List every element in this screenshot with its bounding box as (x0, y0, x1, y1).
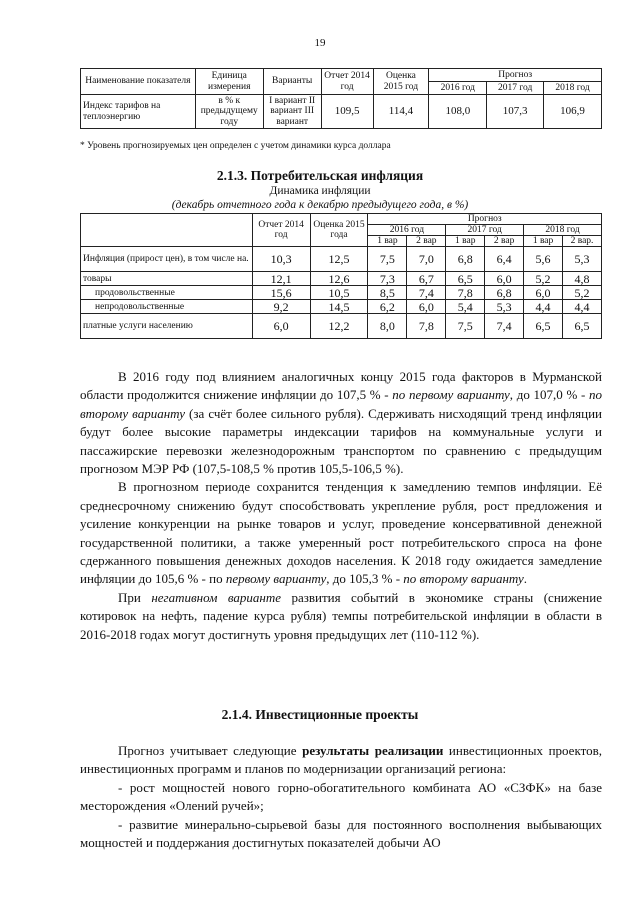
t2-cell: 6,8 (485, 286, 524, 300)
t2-header-2016-v1: 1 вар (368, 236, 407, 247)
t1-header-report: Отчет 2014 год (321, 69, 373, 95)
text-span-italic: негативном варианте (151, 589, 282, 605)
t1-cell-variants: I вариант II вариант III вариант (263, 95, 321, 129)
t2-cell: 12,6 (310, 272, 368, 286)
t2-cell: 5,4 (446, 300, 485, 314)
t2-row-label: Инфляция (прирост цен), в том числе на. (81, 247, 253, 272)
t2-header-2017-v1: 1 вар (446, 236, 485, 247)
t2-cell: 5,2 (563, 286, 602, 300)
t2-cell: 5,3 (563, 247, 602, 272)
text-span: Прогноз учитывает следующие (118, 743, 303, 758)
list-item: - рост мощностей нового горно-обогатительного комбината АО «СЗФК» на базе месторождения «Олений ручей»; (80, 779, 602, 814)
t2-cell: 6,8 (446, 247, 485, 272)
t1-header-2017: 2017 год (487, 82, 544, 95)
t2-header-2017-v2: 2 вар (485, 236, 524, 247)
t2-cell: 14,5 (310, 300, 368, 314)
t2-cell: 7,8 (407, 314, 446, 339)
t2-cell: 12,2 (310, 314, 368, 339)
text-span: развития событий в экономике страны (снижение котировок на нефть, падение курса рубля) темпы потребительской инфляции в области в 2016-2018 годах могут достигнуть уровня предыдущих лет (110-112 %). (80, 589, 602, 642)
t2-cell: 15,6 (252, 286, 310, 300)
inflation-body (80, 368, 602, 644)
t2-cell: 6,5 (524, 314, 563, 339)
t2-cell: 12,1 (252, 272, 310, 286)
t2-header-estimate: Оценка 2015 года (310, 214, 368, 247)
text-span: . (523, 571, 527, 587)
t1-cell-2018: 106,9 (544, 95, 602, 129)
t1-header-forecast: Прогноз (429, 69, 602, 82)
t2-cell: 7,4 (407, 286, 446, 300)
t1-cell-unit: в % к предыдущему году (195, 95, 263, 129)
t1-header-estimate: Оценка 2015 год (373, 69, 429, 95)
t2-cell: 6,0 (524, 286, 563, 300)
t2-cell: 6,7 (407, 272, 446, 286)
table-row (81, 286, 602, 300)
t2-cell: 6,2 (368, 300, 407, 314)
table-row (81, 300, 602, 314)
t2-cell: 7,5 (368, 247, 407, 272)
t2-cell: 4,4 (563, 300, 602, 314)
inflation-table (80, 213, 602, 339)
t2-cell: 6,0 (407, 300, 446, 314)
table-row (81, 272, 602, 286)
t2-header-report: Отчет 2014 год (252, 214, 310, 247)
t2-cell: 4,4 (524, 300, 563, 314)
text-span: инвестиционных проектов, инвестиционных программ и планов по модернизации организаций региона: (80, 743, 602, 777)
t2-cell: 12,5 (310, 247, 368, 272)
t2-header-2018-v2: 2 вар. (563, 236, 602, 247)
t2-header-2017: 2017 год (446, 225, 524, 236)
t2-header-2018-v1: 1 вар (524, 236, 563, 247)
t1-header-2018: 2018 год (544, 82, 602, 95)
paragraph (80, 589, 602, 644)
section-title-inflation: 2.1.3. Потребительская инфляция (216, 168, 424, 183)
t1-cell-indicator: Индекс тарифов на теплоэнергию (81, 95, 196, 129)
text-span-italic: первому варианту (225, 571, 327, 587)
t1-header-indicator: Наименование показателя (81, 69, 196, 95)
t2-cell: 10,3 (252, 247, 310, 272)
t2-cell: 7,3 (368, 272, 407, 286)
t2-cell: 7,8 (446, 286, 485, 300)
t2-row-label: платные услуги населению (81, 314, 253, 339)
page-number: 19 (314, 37, 326, 49)
inflation-subtitle: Динамика инфляции (269, 185, 371, 197)
footnote: * Уровень прогнозируемых цен определен с учетом динамики курса доллара (80, 141, 391, 151)
t2-header-2018: 2018 год (524, 225, 602, 236)
t2-row-label: товары (81, 272, 253, 286)
t2-cell: 7,4 (485, 314, 524, 339)
paragraph (80, 368, 602, 478)
text-span: , до 105,3 % - (326, 571, 404, 587)
t1-cell-2017: 107,3 (487, 95, 544, 129)
t2-cell: 5,2 (524, 272, 563, 286)
text-span: В прогнозном периоде сохранится тенденция к замедлению темпов инфляции. Её среднесрочному снижению будут способствовать укрепление рубля, рост предложения и усиление конкуренции на рынке товаров и услуг, проведение консервативной денежной государственной политики, а также умеренный рост потребительского спроса на фоне сдержанного повышения денежных доходов населения. К 2018 году ожидается замедление инфляции до 105,6 % - по (80, 479, 602, 587)
t1-cell-estimate: 114,4 (373, 95, 429, 129)
table-row (81, 247, 602, 272)
t2-header-2016: 2016 год (368, 225, 446, 236)
table-row (81, 95, 602, 129)
list-item: - развитие минерально-сырьевой базы для постоянного восполнения выбывающих мощностей и поддержания достигнутых показателей добычи АО (80, 816, 602, 851)
t2-cell: 6,0 (252, 314, 310, 339)
paragraph (80, 742, 602, 779)
t1-header-unit: Единица измерения (195, 69, 263, 95)
text-span-bold: результаты реализации (302, 743, 444, 758)
t2-cell: 8,0 (368, 314, 407, 339)
t2-header-2016-v2: 2 вар (407, 236, 446, 247)
paragraph (80, 478, 602, 588)
t2-row-label: непродовольственные (81, 300, 253, 314)
t1-header-variants: Варианты (263, 69, 321, 95)
t2-cell: 7,5 (446, 314, 485, 339)
t2-cell: 7,0 (407, 247, 446, 272)
section-title-investment: 2.1.4. Инвестиционные проекты (221, 707, 419, 722)
tariff-table (80, 68, 602, 129)
t2-cell: 6,4 (485, 247, 524, 272)
t2-cell: 4,8 (563, 272, 602, 286)
t1-cell-report: 109,5 (321, 95, 373, 129)
text-span: (за счёт более сильного рубля). Сдерживать нисходящий тренд инфляции будут более высокие параметры индексации тарифов на коммунальные услуги и пассажирские перевозки железнодорожным транспортом по сравнению с предыдущим прогнозом МЭР РФ (107,5-108,5 % против 105,5-106,5 %). (80, 405, 602, 477)
t2-cell: 6,5 (446, 272, 485, 286)
inflation-subtitle-note: (декабрь отчетного года к декабрю предыдущего года, в %) (171, 199, 469, 211)
t2-cell: 6,5 (563, 314, 602, 339)
investment-body (80, 742, 602, 852)
t2-cell: 9,2 (252, 300, 310, 314)
t2-cell: 5,6 (524, 247, 563, 272)
t2-header-blank (81, 214, 253, 247)
text-span: В 2016 году под влиянием аналогичных концу 2015 года факторов в Мурманской области продолжится снижение инфляции до 107,5 % - (80, 369, 602, 403)
text-span-italic: по второму варианту (80, 387, 602, 421)
table-row (81, 314, 602, 339)
text-span: При (118, 589, 152, 605)
t2-cell: 6,0 (485, 272, 524, 286)
t2-row-label: продовольственные (81, 286, 253, 300)
t2-cell: 8,5 (368, 286, 407, 300)
text-span: , до 107,0 % - (509, 387, 589, 403)
t2-cell: 10,5 (310, 286, 368, 300)
text-span-italic: по второму варианту (403, 571, 524, 587)
t1-header-2016: 2016 год (429, 82, 487, 95)
t1-cell-2016: 108,0 (429, 95, 487, 129)
t2-cell: 5,3 (485, 300, 524, 314)
t2-header-forecast: Прогноз (368, 214, 602, 225)
text-span-italic: по первому варианту (392, 387, 510, 403)
